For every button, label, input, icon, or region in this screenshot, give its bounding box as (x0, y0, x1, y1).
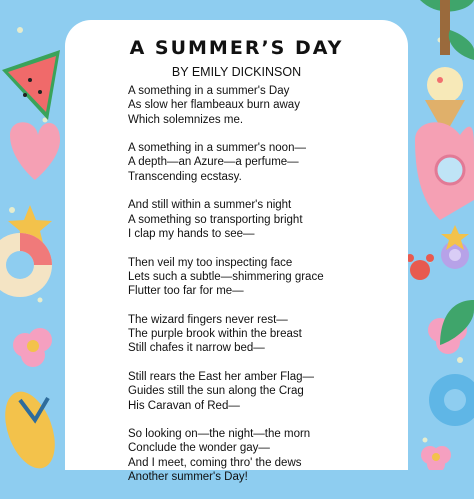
flower-icon (421, 446, 451, 470)
stanza (128, 141, 398, 184)
poem-line: Transcending ecstasy. (128, 170, 242, 183)
poem-title: A SUMMER’S DAY (129, 37, 344, 59)
swim-ring-icon (429, 374, 474, 426)
poem-line: Still rears the East her amber Flag— (128, 370, 314, 383)
stanza (128, 313, 398, 356)
poem-author: BY EMILY DICKINSON (171, 65, 302, 79)
poem-card (65, 20, 408, 484)
poem-line: Conclude the wonder gay— (128, 442, 270, 455)
poem-line: The purple brook within the breast (128, 328, 302, 341)
poem-line: I clap my hands to see— (128, 227, 255, 240)
poem-line: So looking on—the night—the morn (128, 428, 311, 441)
poem-body (128, 84, 398, 499)
palm-leaf-icon (420, 0, 474, 60)
poem-line: Still chafes it narrow bed— (128, 342, 265, 355)
heart-icon (10, 122, 60, 180)
poem-line: As slow her flambeaux burn away (128, 99, 300, 112)
crab-icon (406, 254, 434, 280)
poem-line: Lets such a subtle—shimmering grace (128, 270, 324, 283)
poem-line: Which solemnizes me. (128, 113, 244, 126)
stanza (128, 84, 398, 127)
poem-line: Another summer's Day! (128, 471, 248, 484)
shell-icon (441, 241, 469, 269)
heart-camera-icon (415, 122, 474, 220)
stanza (128, 198, 398, 241)
poem-line: A something so transporting bright (128, 213, 303, 226)
watermelon-icon (2, 50, 60, 120)
poem-line: A depth—an Azure—a perfume— (128, 156, 299, 169)
poem-line: Flutter too far for me— (128, 285, 244, 298)
poem-line: And still within a summer's night (128, 199, 292, 212)
stanza (128, 256, 398, 299)
flower-icon (13, 328, 52, 367)
poem-line: His Caravan of Red— (128, 399, 240, 412)
poem-line: The wizard fingers never rest— (128, 313, 288, 326)
poem-line: A something in a summer's Day (128, 85, 290, 97)
poem-line: Then veil my too inspecting face (128, 256, 293, 269)
flip-flop-icon (0, 385, 64, 470)
stanza (128, 427, 398, 484)
poem-line: A something in a summer's noon— (128, 142, 306, 155)
poem-line: Guides still the sun along the Crag (128, 385, 304, 398)
swim-ring-icon (0, 233, 52, 297)
stanza (128, 370, 398, 413)
poem-line: And I meet, coming thro' the dews (128, 456, 302, 469)
